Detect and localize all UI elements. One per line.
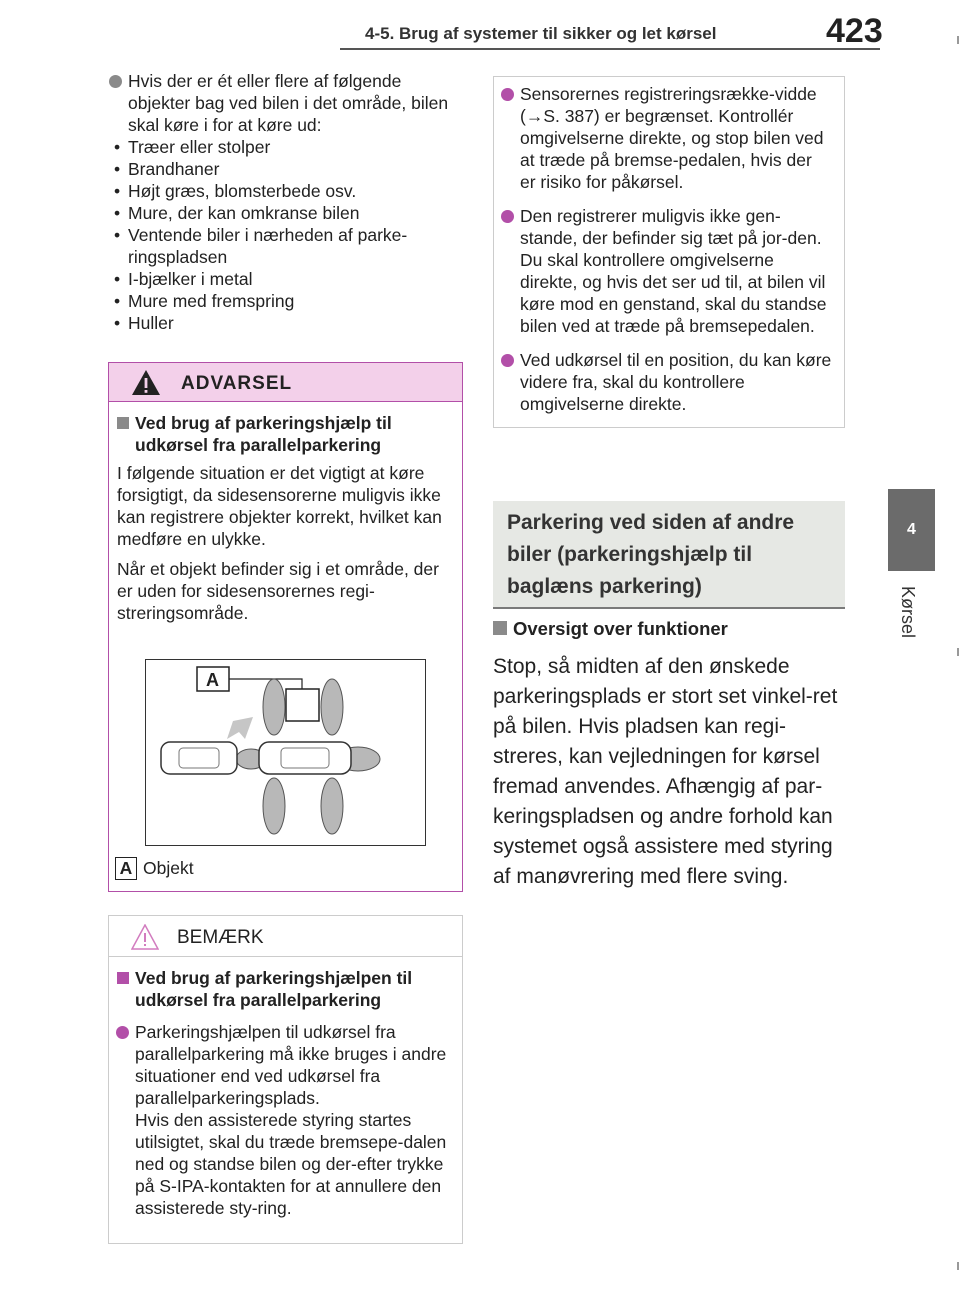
- parking-diagram: [145, 659, 426, 846]
- margin-tick: [957, 648, 959, 656]
- notice-box: [108, 915, 463, 1244]
- intro-bullet: Hvis der er ét eller flere af følgende objekter bag ved bilen i det område, bilen skal køre i for at køre ud:: [108, 70, 463, 136]
- intro-list-item: • Brandhaner: [108, 158, 463, 180]
- overview-subhead: Oversigt over funktioner: [493, 618, 728, 640]
- warning-box: [108, 362, 463, 892]
- bullet-dot-icon: [116, 1026, 129, 1039]
- intro-list-item: • Huller: [108, 312, 463, 334]
- bullet-dot-icon: [501, 210, 514, 223]
- notice-title: BEMÆRK: [177, 927, 264, 948]
- chapter-label: Kørsel: [898, 586, 918, 639]
- right-info-box: [493, 76, 845, 428]
- running-header: 4-5. Brug af systemer til sikker og let kørsel: [365, 24, 717, 43]
- section-title: Parkering ved siden af andre biler (parkeringshjælp til baglæns parkering): [507, 511, 795, 598]
- warning-triangle-icon: [131, 369, 161, 396]
- intro-list-item: • Mure, der kan omkranse bilen: [108, 202, 463, 224]
- info-bullet: Den registrerer muligvis ikke gen-stande, der befinder sig tæt på jor-den. Du skal kontrollere omgivelserne direkte, og hvis det ser ud til, at bilen vil køre mod en genstand, skal du standse bilen ved at træde på bremsepedalen.: [500, 205, 832, 337]
- overview-text: Stop, så midten af den ønskede parkeringsplads er stort set vinkel-ret på bilen. Hvis pladsen kan regi-streres, kan vejledningen for kørsel fremad anvendes. Afhængig af par-keringspladsen og andre forhold kan systemet også assistere med styring af manøvrering med flere sving.: [493, 655, 838, 888]
- warning-subhead: Ved brug af parkeringshjælp til udkørsel fra parallelparkering: [117, 412, 454, 456]
- info-bullet: Sensorernes registreringsrække-vidde (→S. 387) er begrænset. Kontrollér omgivelserne direkte, og stop bilen ved at træde på bremse-pedalen, hvis der er risiko for påkørsel.: [500, 83, 832, 193]
- margin-tick: [957, 1262, 959, 1270]
- section-heading-box: [493, 501, 845, 609]
- notice-triangle-icon: [131, 924, 159, 950]
- bullet-dot-icon: [109, 75, 122, 88]
- intro-list-item: • I-bjælker i metal: [108, 268, 463, 290]
- chapter-tab: [888, 489, 935, 571]
- figure-caption: A Objekt: [115, 857, 194, 880]
- warning-header: [109, 363, 462, 402]
- bullet-dot-icon: [501, 354, 514, 367]
- notice-bullet: Parkeringshjælpen til udkørsel fra parallelparkering må ikke bruges i andre situationer end ved udkørsel fra parallelparkeringsplads. Hvis den assisterede styring startes utilsigtet, skal du træde bremsepe-dalen ned og standse bilen og der-efter trykke på S-IPA-kontakten for at annullere den assisterede sty-ring.: [115, 1021, 454, 1219]
- left-intro: [108, 70, 463, 334]
- warning-paragraph: I følgende situation er det vigtigt at køre forsigtigt, da sidesensorerne muligvis ikke kan registrere objekter korrekt, hvilket kan medføre en ulykke.: [117, 463, 442, 549]
- intro-list-item: • Højt græs, blomsterbede osv.: [108, 180, 463, 202]
- square-bullet-icon: [117, 417, 129, 429]
- info-bullet: Ved udkørsel til en position, du kan køre videre fra, skal du kontrollere omgivelserne direkte.: [500, 349, 832, 415]
- page-number: 423: [826, 12, 883, 50]
- warning-paragraph: Når et objekt befinder sig i et område, der er uden for sidesensorernes regi-streringsområde.: [117, 559, 439, 623]
- margin-tick: [957, 36, 959, 44]
- intro-list: [108, 136, 463, 334]
- notice-header: [109, 916, 462, 957]
- intro-list-item: • Træer eller stolper: [108, 136, 463, 158]
- chapter-number: 4: [907, 521, 916, 538]
- caption-key-a: A: [115, 857, 137, 880]
- square-bullet-icon: [493, 621, 507, 635]
- header-rule: [340, 48, 880, 50]
- intro-list-item: • Mure med fremspring: [108, 290, 463, 312]
- figure-label-a: A: [206, 670, 219, 690]
- bullet-dot-icon: [501, 88, 514, 101]
- square-bullet-icon: [117, 972, 129, 984]
- intro-list-item: • Ventende biler i nærheden af parke-ringspladsen: [108, 224, 463, 268]
- warning-title: ADVARSEL: [181, 373, 293, 394]
- notice-subhead: Ved brug af parkeringshjælpen til udkørsel fra parallelparkering: [117, 967, 454, 1011]
